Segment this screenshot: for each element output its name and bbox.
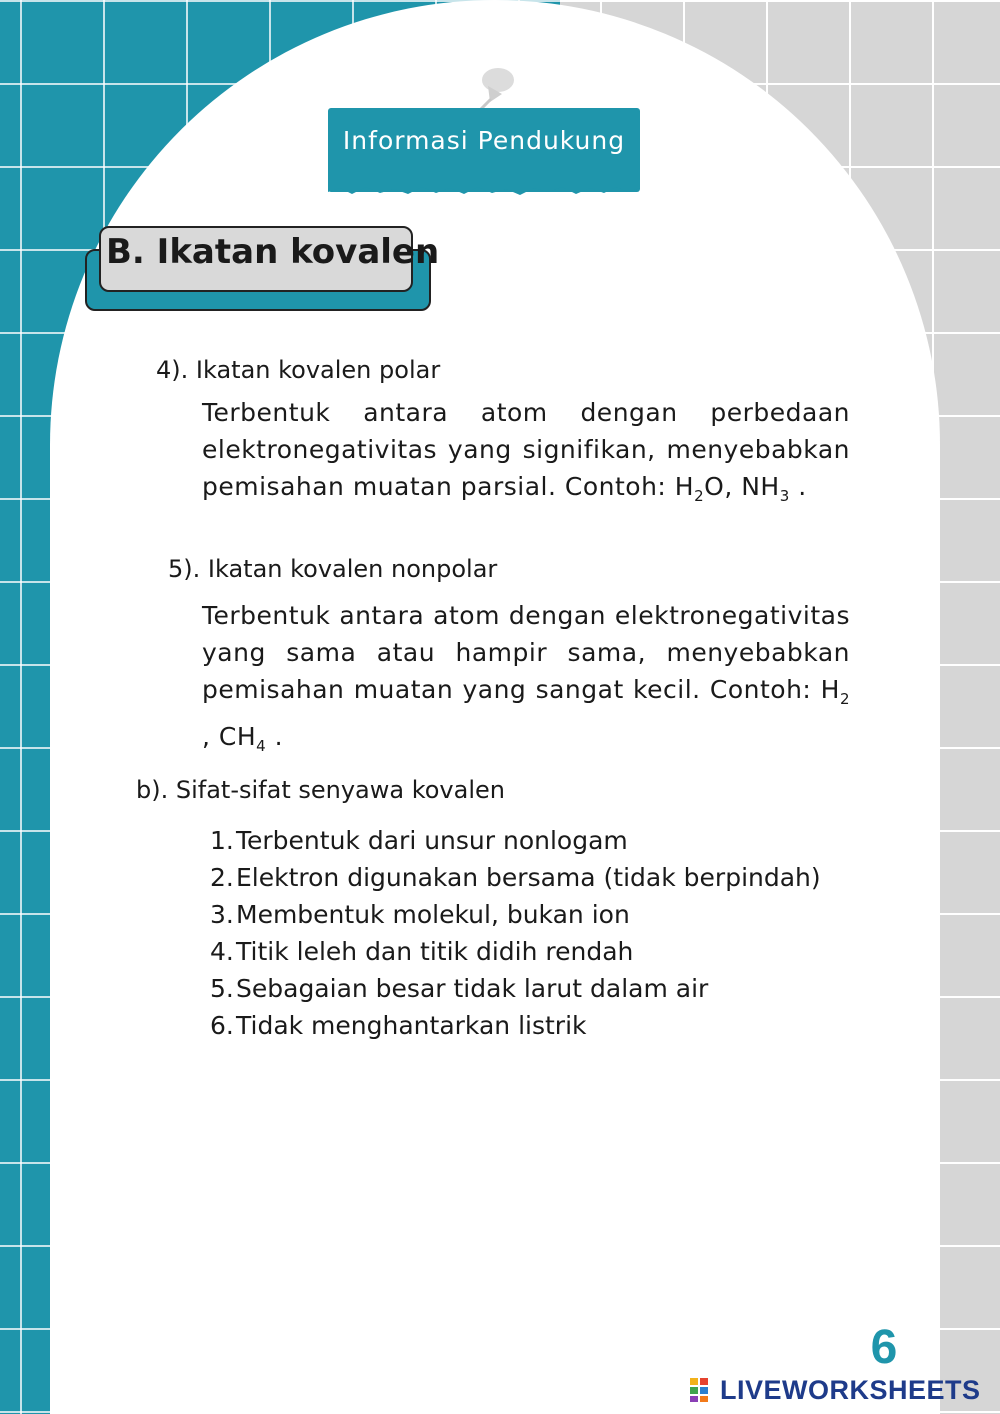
item-5-description	[202, 597, 850, 765]
item-4-example-subscript-1: 2	[694, 487, 705, 505]
item-5-example-subscript-1: 2	[839, 690, 850, 708]
page-number: 6	[870, 1321, 898, 1374]
properties-list	[210, 822, 838, 1044]
list-item	[210, 1007, 838, 1044]
list-item	[210, 970, 838, 1007]
list-item-text: Membentuk molekul, bukan ion	[236, 900, 630, 929]
item-5-text: Terbentuk antara atom dengan elektronegativitas yang sama atau hampir sama, menyebabkan pemisahan muatan yang sangat kecil. Contoh:	[202, 601, 850, 704]
list-item-text: Titik leleh dan titik didih rendah	[236, 937, 634, 966]
liveworksheets-logo[interactable]	[690, 1374, 981, 1406]
list-item-text: Elektron digunakan bersama (tidak berpindah)	[236, 863, 821, 892]
list-item-number: 3.	[210, 900, 234, 929]
section-title: B. Ikatan kovalen	[106, 232, 440, 272]
tag-torn-edge	[328, 178, 640, 198]
properties-heading: b). Sifat-sifat senyawa kovalen	[136, 776, 505, 804]
list-item-number: 6.	[210, 1011, 234, 1040]
list-item	[210, 859, 838, 896]
item-4-example-subscript-2: 3	[779, 487, 790, 505]
info-tag-label: Informasi Pendukung	[342, 126, 626, 155]
list-item-text: Sebagaian besar tidak larut dalam air	[236, 974, 709, 1003]
liveworksheets-grid-icon	[690, 1378, 718, 1402]
list-item-number: 5.	[210, 974, 234, 1003]
item-4-example-formula-1: H	[674, 472, 695, 501]
list-item-number: 4.	[210, 937, 234, 966]
item-4-text: Terbentuk antara atom dengan perbedaan elektronegativitas yang signifikan, menyebabkan pemisahan muatan parsial. Contoh:	[202, 398, 850, 501]
pushpin-icon	[468, 64, 520, 110]
list-item-text: Terbentuk dari unsur nonlogam	[236, 826, 628, 855]
item-5-example-formula-1: H	[820, 675, 840, 704]
item-5-example-end: .	[266, 722, 284, 751]
item-4-example-formula-2: O, NH	[704, 472, 780, 501]
brand-name: LIVEWORKSHEETS	[720, 1374, 981, 1405]
item-5-example-subscript-2: 4	[256, 737, 267, 755]
list-item	[210, 822, 838, 859]
list-item-text: Tidak menghantarkan listrik	[236, 1011, 587, 1040]
item-4-example-end: .	[789, 472, 807, 501]
list-item	[210, 933, 838, 970]
list-item	[210, 896, 838, 933]
list-item-number: 1.	[210, 826, 234, 855]
item-4-description	[202, 394, 850, 515]
item-4-heading: 4). Ikatan kovalen polar	[156, 356, 441, 384]
item-5-heading: 5). Ikatan kovalen nonpolar	[168, 555, 498, 583]
item-5-example-formula-2: , CH	[202, 722, 257, 751]
list-item-number: 2.	[210, 863, 234, 892]
